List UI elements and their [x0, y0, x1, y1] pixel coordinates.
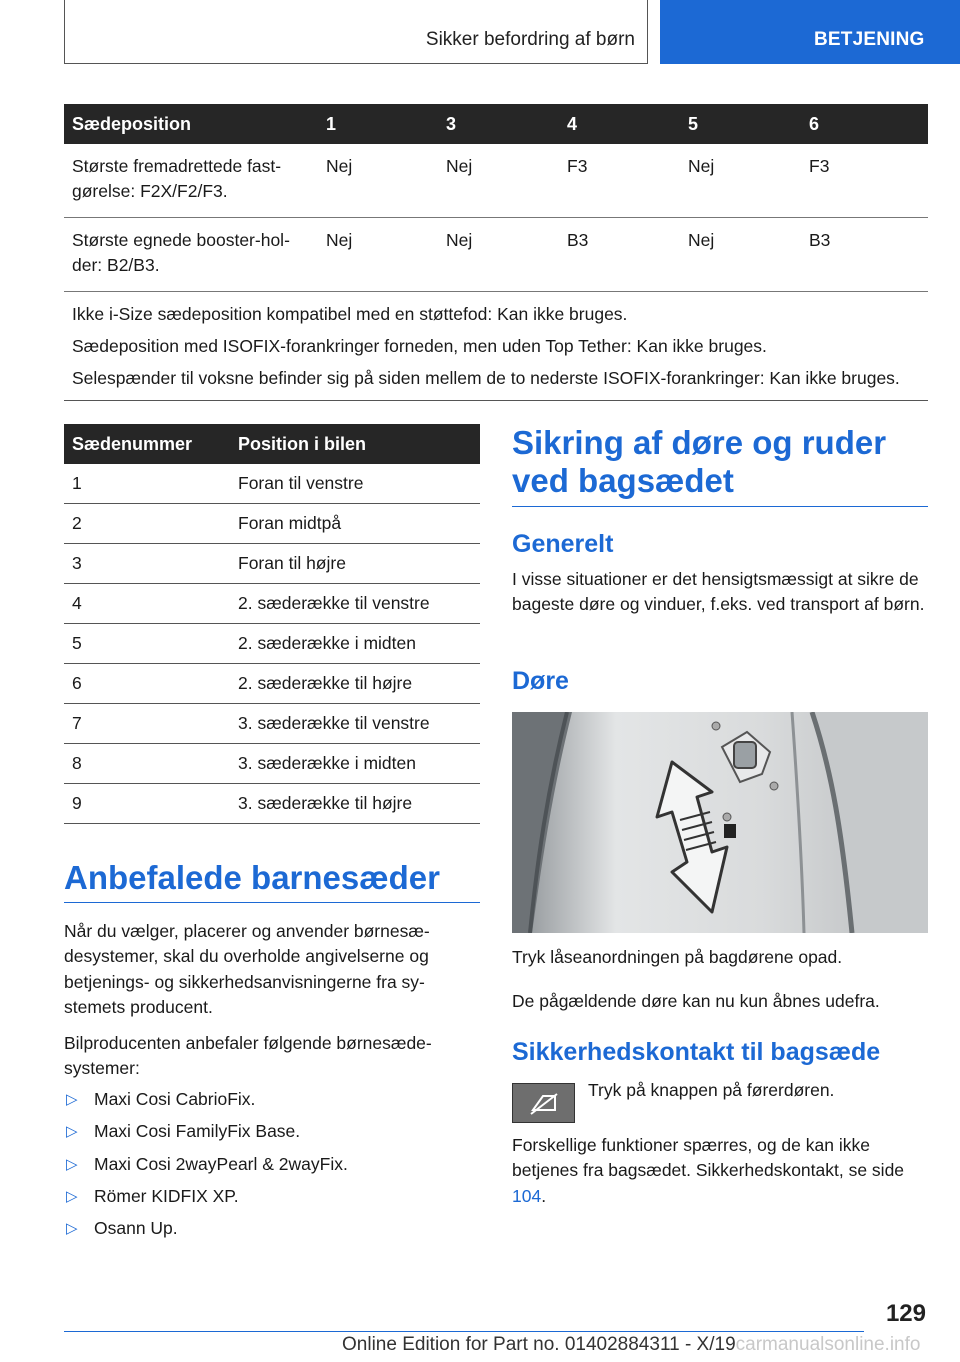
table-cell: 2. sæderække til højre [230, 664, 480, 704]
triangle-bullet-icon: ▷ [66, 1155, 78, 1173]
door-lock-image [512, 712, 928, 933]
list-item [64, 1216, 474, 1248]
door-lock-illustration [512, 712, 928, 933]
table-note: Sædeposition med ISOFIX-forankringer forneden, men uden Top Tether: Kan ikke bruges. [72, 335, 767, 356]
seat-position-table [64, 104, 928, 401]
contact-text: Tryk på knappen på førerdøren. [588, 1080, 835, 1100]
list-item-label: Maxi Cosi CabrioFix. [94, 1089, 256, 1109]
table-cell: 4 [64, 584, 230, 624]
table-header-cell: 3 [438, 104, 559, 144]
recommended-list [64, 1087, 474, 1248]
recommended-intro: Når du vælger, placerer og anvender børnesæ-desystemer, skal du overholde angivelserne og betjenings- og sikkerhedsanvisningerne fra sy-stemets producent. [64, 921, 430, 1018]
table-cell: 2. sæderække til venstre [230, 584, 480, 624]
triangle-bullet-icon: ▷ [66, 1123, 78, 1141]
table-cell: Største fremadrettede fast-gørelse: F2X/F2/F3. [64, 144, 318, 217]
table-cell: 1 [64, 464, 230, 504]
list-item [64, 1087, 474, 1119]
table-cell: Nej [680, 217, 801, 291]
doors-heading: Døre [512, 667, 569, 695]
table-header-cell: 4 [559, 104, 680, 144]
table-cell: 2. sæderække i midten [230, 624, 480, 664]
table-header-cell: 1 [318, 104, 438, 144]
table-header-cell: Sædeposition [64, 104, 318, 144]
list-item [64, 1152, 474, 1184]
contact-paragraph-text: Forskellige funktioner spærres, og de kan ikke betjenes fra bagsædet. Sikkerhedskontakt, se side [512, 1135, 905, 1181]
table-cell: 3. sæderække til venstre [230, 704, 480, 744]
watermark: carmanualsonline.info [735, 1334, 921, 1355]
seat-number-table [64, 424, 480, 824]
table-cell: Nej [318, 144, 438, 217]
table-cell: Foran midtpå [230, 504, 480, 544]
doors-text-2: De pågældende døre kan nu kun åbnes udefra. [512, 991, 880, 1011]
list-item-label: Römer KIDFIX XP. [94, 1185, 239, 1206]
triangle-bullet-icon: ▷ [66, 1091, 78, 1108]
list-item-label: Maxi Cosi 2wayPearl & 2wayFix. [94, 1153, 348, 1174]
table-row [64, 624, 480, 664]
table-cell: Nej [680, 144, 801, 217]
table-cell: 3 [64, 544, 230, 584]
table-note: Ikke i-Size sædeposition kompatibel med en støttefod: Kan ikke bruges. [72, 303, 628, 324]
header-section-title: Sikker befordring af børn [425, 29, 635, 50]
table-note: Selespænder til voksne befinder sig på siden mellem de to nederste ISOFIX-forankringer: Kan ikke bruges. [72, 368, 900, 389]
table-cell: 6 [64, 664, 230, 704]
table-row [64, 744, 480, 784]
table-row [64, 217, 928, 291]
table-cell: 3. sæderække til højre [230, 784, 480, 824]
table-row [64, 544, 480, 584]
footer-text [342, 1334, 920, 1356]
table-header-cell: 5 [680, 104, 801, 144]
table-row [64, 504, 480, 544]
table-row [64, 704, 480, 744]
table-header-cell: 6 [801, 104, 928, 144]
table-row [64, 584, 480, 624]
table-notes-row [64, 291, 928, 400]
table-cell: Nej [318, 217, 438, 291]
recommended-heading: Anbefalede barnesæder [64, 859, 480, 903]
general-text: I visse situationer er det hensigtsmæssigt at sikre de bageste døre og vinduer, f.eks. ved transport af børn. [512, 569, 925, 615]
triangle-bullet-icon: ▷ [66, 1220, 78, 1238]
contact-paragraph [512, 1133, 922, 1209]
table-cell: 7 [64, 704, 230, 744]
table-cell: 2 [64, 504, 230, 544]
footer-edition: Online Edition for Part no. 01402884311 - X/19 [342, 1334, 736, 1355]
general-heading: Generelt [512, 530, 614, 558]
table-cell: B3 [801, 217, 928, 291]
table-cell: F3 [801, 144, 928, 217]
header-chapter-tab[interactable]: BETJENING [660, 0, 960, 64]
recommended-lead: Bilproducenten anbefaler følgende børnesæde-systemer: [64, 1033, 432, 1079]
triangle-bullet-icon: ▷ [66, 1187, 78, 1205]
table-cell: B3 [559, 217, 680, 291]
header-section-box [64, 0, 648, 64]
table-row [64, 664, 480, 704]
footer-divider [64, 1331, 864, 1332]
table-header-row [64, 424, 480, 464]
table-row [64, 464, 480, 504]
table-cell: 5 [64, 624, 230, 664]
table-cell: Største egnede booster-hol-der: B2/B3. [64, 217, 318, 291]
list-item [64, 1119, 474, 1151]
child-lock-button-icon [512, 1083, 575, 1123]
table-notes [64, 291, 928, 400]
page-link[interactable]: 104 [512, 1185, 542, 1206]
table-cell: Nej [438, 144, 559, 217]
window-lock-icon [513, 1084, 574, 1122]
list-item-label: Maxi Cosi FamilyFix Base. [94, 1121, 301, 1142]
table-row [64, 784, 480, 824]
page-number: 129 [885, 1300, 926, 1327]
contact-paragraph-end: . [541, 1185, 547, 1206]
table-header-cell: Position i bilen [230, 424, 480, 464]
table-cell: Foran til højre [230, 544, 480, 584]
table-cell: Nej [438, 217, 559, 291]
table-cell: 3. sæderække i midten [230, 744, 480, 784]
table-cell: 8 [64, 744, 230, 784]
table-cell: F3 [559, 144, 680, 217]
list-item [64, 1184, 474, 1216]
table-row [64, 144, 928, 217]
table-cell: Foran til venstre [230, 464, 480, 504]
table-cell: 9 [64, 784, 230, 824]
table-header-cell: Sædenummer [64, 424, 230, 464]
contact-heading: Sikkerhedskontakt til bagsæde [512, 1038, 881, 1066]
locking-heading: Sikring af døre og ruder ved bagsædet [512, 424, 928, 507]
table-header-row [64, 104, 928, 144]
doors-text-1: Tryk låseanordningen på bagdørene opad. [512, 947, 843, 967]
list-item-label: Osann Up. [94, 1218, 178, 1239]
